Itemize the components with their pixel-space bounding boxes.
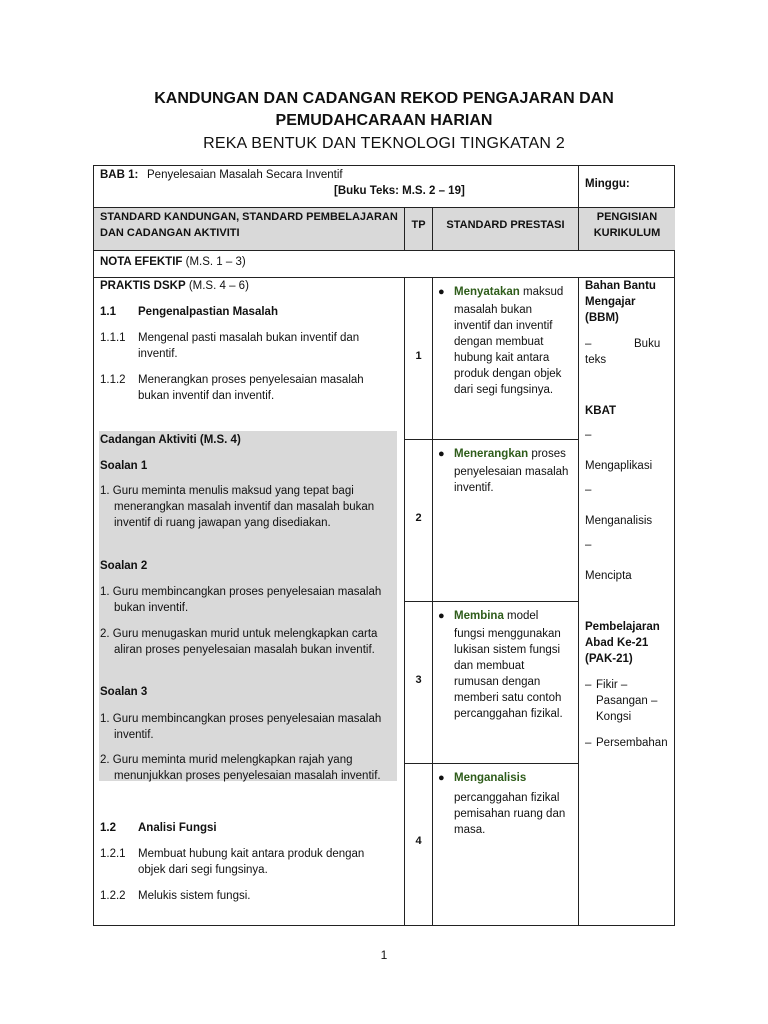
pak-line: (PAK-21)	[585, 653, 633, 665]
row-line	[404, 601, 578, 602]
sec12-item-num: 1.2.1	[100, 848, 126, 860]
sec11-item-num: 1.1.2	[100, 374, 126, 386]
pak-item: Fikir –	[596, 679, 628, 691]
sec12-item-line: Melukis sistem fungsi.	[138, 890, 251, 902]
bbm-line: Mengajar	[585, 296, 636, 308]
aktiviti-line: inventif.	[114, 729, 154, 741]
header-prestasi: STANDARD PRESTASI	[446, 219, 565, 231]
sec11-title: Pengenalpastian Masalah	[138, 306, 278, 318]
prestasi-line: dari segi fungsinya.	[454, 384, 554, 396]
prestasi-line: masalah bukan	[454, 304, 532, 316]
sec12-item-line: Membuat hubung kait antara produk dengan	[138, 848, 365, 860]
aktiviti-line: inventif di ruang jawapan yang disediakan.	[114, 517, 331, 529]
prestasi-line: memberi satu contoh	[454, 692, 562, 704]
header-col1-line1: STANDARD KANDUNGAN, STANDARD PEMBELAJARAN	[100, 211, 398, 223]
nota-efektif	[100, 254, 246, 270]
soalan-1: Soalan 1	[100, 460, 148, 472]
header-tp: TP	[411, 219, 426, 231]
prestasi-line: fungsi menggunakan	[454, 628, 561, 640]
prestasi-cell	[438, 446, 576, 496]
bab-buku: [Buku Teks: M.S. 2 – 19]	[334, 185, 465, 197]
prestasi-line: hubung kait antara	[454, 352, 550, 364]
aktiviti-line: menunjukkan proses penyelesaian masalah inventif.	[114, 770, 381, 782]
document-title	[0, 88, 768, 156]
prestasi-line: percanggahan fizikal	[454, 792, 560, 804]
pak-dash: –	[585, 737, 592, 749]
kbat-item: Mencipta	[585, 570, 632, 582]
nota-ms: (M.S. 1 – 3)	[185, 256, 246, 268]
title-line-1: KANDUNGAN DAN CADANGAN REKOD PENGAJARAN DAN	[154, 90, 614, 107]
pak-line: Pembelajaran	[585, 621, 660, 633]
row-line	[404, 763, 578, 764]
prestasi-rest: proses	[528, 448, 566, 460]
soalan-3: Soalan 3	[100, 686, 148, 698]
sec11-num: 1.1	[100, 306, 116, 318]
soalan-2: Soalan 2	[100, 560, 148, 572]
bullet-icon: ●	[438, 286, 445, 298]
prestasi-first-line	[438, 770, 576, 786]
kbat-dash: –	[585, 484, 592, 496]
col-line	[578, 278, 579, 926]
title-line-3: REKA BENTUK DAN TEKNOLOGI TINGKATAN 2	[203, 135, 565, 152]
aktiviti-line: aliran proses penyelesaian masalah bukan inventif.	[114, 644, 375, 656]
praktis-ms: (M.S. 4 – 6)	[188, 280, 249, 292]
pak-item: Pasangan –	[596, 695, 658, 707]
row-line	[94, 207, 674, 208]
kbat-dash: –	[585, 429, 592, 441]
tp-level: 1	[415, 350, 422, 362]
prestasi-line: inventif dan inventif	[454, 320, 553, 332]
sec12-num: 1.2	[100, 822, 116, 834]
bbm-line: (BBM)	[585, 312, 619, 324]
kbat-item: Mengaplikasi	[585, 460, 653, 472]
praktis-dskp	[100, 278, 249, 294]
tp-level: 4	[415, 835, 422, 847]
bullet-icon: ●	[438, 448, 445, 460]
prestasi-verb: Menyatakan	[454, 286, 520, 298]
bab-name: Penyelesaian Masalah Secara Inventif	[147, 169, 343, 181]
sec11-item-num: 1.1.1	[100, 332, 126, 344]
header-pengisian-2: KURIKULUM	[593, 227, 661, 239]
aktiviti-line: 2. Guru menugaskan murid untuk melengkapkan carta	[100, 628, 378, 640]
bullet-icon: ●	[438, 772, 445, 784]
prestasi-line: dengan membuat	[454, 336, 544, 348]
buku-word: Buku	[634, 338, 661, 350]
prestasi-verb: Menganalisis	[454, 772, 527, 784]
aktiviti-title: Cadangan Aktiviti (M.S. 4)	[100, 434, 241, 446]
row-line	[404, 439, 578, 440]
prestasi-cell	[438, 608, 576, 722]
bbm-line: Bahan Bantu	[585, 280, 656, 292]
prestasi-line: masa.	[454, 824, 486, 836]
praktis-label: PRAKTIS DSKP	[100, 280, 186, 292]
prestasi-line: penyelesaian masalah	[454, 466, 569, 478]
prestasi-rest: model	[503, 610, 539, 622]
bullet-icon: ●	[438, 610, 445, 622]
prestasi-line: dan membuat	[454, 660, 525, 672]
sec11-item-line: Mengenal pasti masalah bukan inventif dan	[138, 332, 360, 344]
tp-level: 2	[415, 512, 422, 524]
aktiviti-line: menerangkan masalah inventif dan masalah bukan	[114, 501, 375, 513]
aktiviti-line: 1. Guru membincangkan proses penyelesaian masalah	[100, 586, 382, 598]
prestasi-line: inventif.	[454, 482, 494, 494]
pak-dash: –	[585, 679, 592, 691]
aktiviti-line: 1. Guru membincangkan proses penyelesaian masalah	[100, 713, 382, 725]
sec11-item-line: bukan inventif dan inventif.	[138, 390, 275, 402]
prestasi-first-line	[438, 284, 576, 300]
prestasi-rest: maksud	[519, 286, 564, 298]
sec12-item-num: 1.2.2	[100, 890, 126, 902]
prestasi-cell	[438, 770, 576, 838]
prestasi-first-line	[438, 446, 576, 462]
prestasi-verb: Menerangkan	[454, 448, 529, 460]
prestasi-line: pemisahan ruang dan	[454, 808, 566, 820]
col-line	[404, 278, 405, 926]
aktiviti-line: 1. Guru meminta menulis maksud yang tepat bagi	[100, 485, 354, 497]
aktiviti-line: bukan inventif.	[114, 602, 189, 614]
prestasi-verb: Membina	[454, 610, 504, 622]
sec12-item-line: objek dari segi fungsinya.	[138, 864, 268, 876]
kbat-item: Menganalisis	[585, 515, 653, 527]
kbat-dash: –	[585, 539, 592, 551]
prestasi-line: percanggahan fizikal.	[454, 708, 563, 720]
sec12-title: Analisi Fungsi	[138, 822, 217, 834]
row-line	[94, 250, 674, 251]
prestasi-line: produk dengan objek	[454, 368, 562, 380]
header-pengisian-1: PENGISIAN	[596, 211, 658, 223]
col-line	[432, 278, 433, 926]
prestasi-cell	[438, 284, 576, 398]
kbat-label: KBAT	[585, 405, 617, 417]
bab-label: BAB 1:	[100, 169, 139, 181]
pak-item: Persembahan	[596, 737, 668, 749]
pak-line: Abad Ke-21	[585, 637, 649, 649]
buku-dash: –	[585, 338, 592, 350]
nota-label: NOTA EFEKTIF	[100, 256, 183, 268]
minggu-label: Minggu:	[585, 178, 630, 190]
prestasi-line: rumusan dengan	[454, 676, 541, 688]
prestasi-line: lukisan sistem fungsi	[454, 644, 561, 656]
header-col1-line2: DAN CADANGAN AKTIVITI	[100, 227, 240, 239]
sec11-item-line: Menerangkan proses penyelesaian masalah	[138, 374, 364, 386]
prestasi-first-line	[438, 608, 576, 624]
pak-item: Kongsi	[596, 711, 632, 723]
page-number: 1	[380, 948, 388, 962]
aktiviti-line: 2. Guru meminta murid melengkapkan rajah yang	[100, 754, 353, 766]
lesson-table	[93, 165, 675, 926]
buku-word: teks	[585, 354, 607, 366]
sec11-item-line: inventif.	[138, 348, 178, 360]
tp-level: 3	[415, 674, 422, 686]
title-line-2: PEMUDAHCARAAN HARIAN	[275, 112, 493, 129]
